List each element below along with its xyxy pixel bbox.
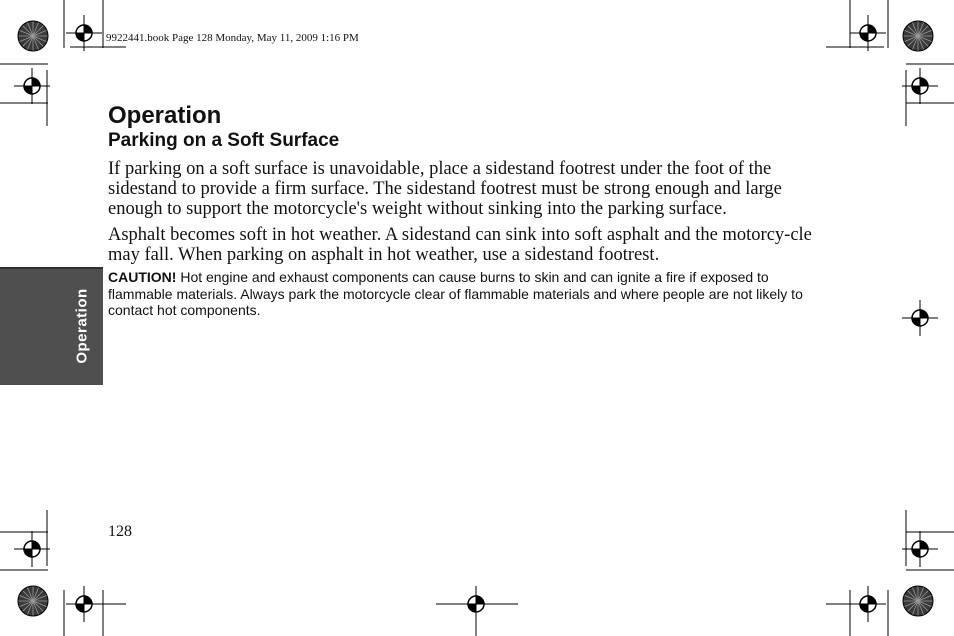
starburst-icon-bottom-left: [18, 586, 48, 616]
registration-mark-icon-right-mid: [902, 300, 938, 336]
registration-mark-icon-top-1: [66, 15, 102, 51]
subsection-title: Parking on a Soft Surface: [108, 130, 340, 151]
caution-notice: [108, 269, 828, 319]
print-header: 9922441.book Page 128 Monday, May 11, 2009 1:16 PM: [106, 32, 359, 44]
body-paragraph-1: If parking on a soft surface is unavoidable, place a sidestand footrest under the foot of the sidestand to provide a firm surface. The sidestand footrest must be strong enough and large enough to support the motorcycle's weight without sinking into the parking surface.: [108, 159, 782, 219]
registration-mark-icon-right-1: [902, 68, 938, 104]
starburst-icon-top-right: [903, 21, 933, 51]
caution-label: CAUTION!: [108, 269, 177, 285]
registration-mark-icon-top-2: [850, 15, 886, 51]
starburst-icon-top-left: [18, 21, 48, 51]
side-tab-label: Operation: [73, 288, 91, 364]
registration-mark-icon-right-2: [902, 531, 938, 567]
page-number: 128: [108, 523, 132, 540]
starburst-icon-bottom-right: [903, 586, 933, 616]
section-title: Operation: [108, 102, 222, 129]
body-paragraph-2: Asphalt becomes soft in hot weather. A sidestand can sink into soft asphalt and the motorcy-cle may fall. When parking on asphalt in hot weather, use a sidestand footrest.: [108, 225, 812, 265]
registration-mark-icon-left-1: [14, 68, 50, 104]
caution-text: Hot engine and exhaust components can cause burns to skin and can ignite a fire if exposed to flammable materials. Always park the motorcycle clear of flammable materials and where people are not likely to contact hot components.: [108, 269, 803, 318]
registration-mark-icon-left-2: [14, 531, 50, 567]
